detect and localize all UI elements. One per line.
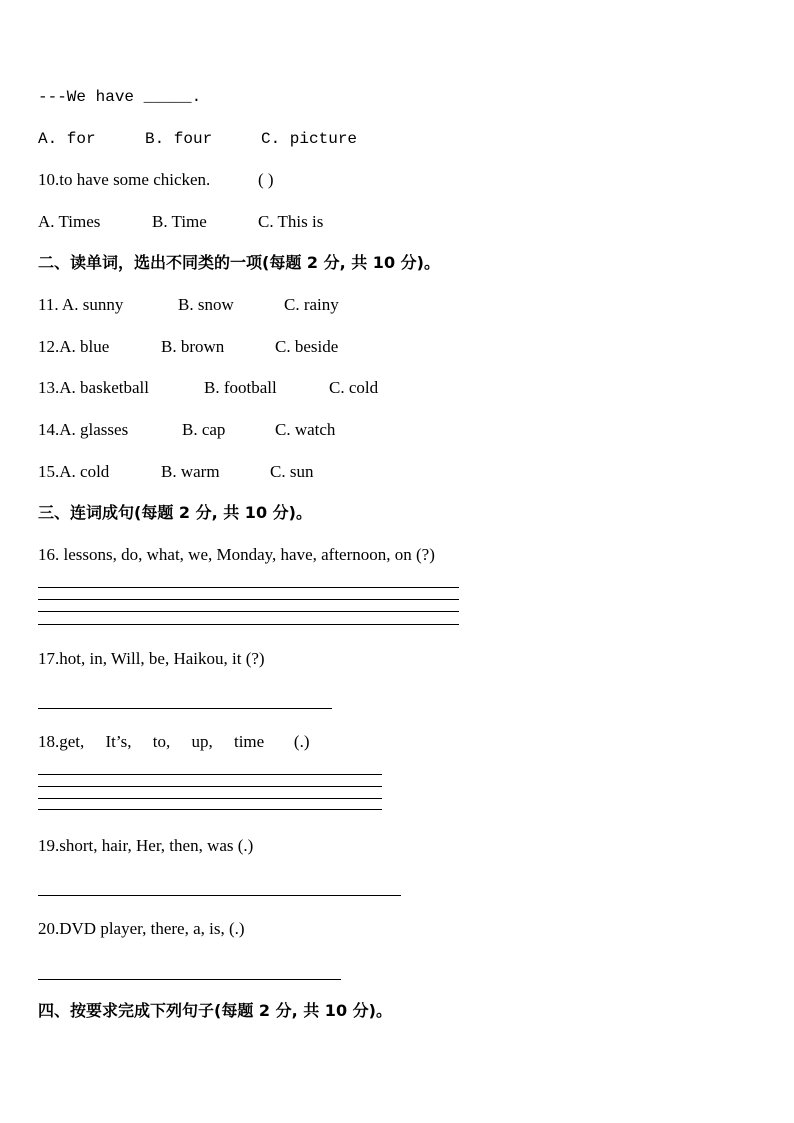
q16-prompt: 16. lessons, do, what, we, Monday, have, afternoon, on (?) — [38, 545, 435, 564]
q12-option-a: 12.A. blue — [38, 337, 110, 356]
section4-heading: 四、按要求完成下列句子(每题 2 分, 共 10 分)。 — [38, 1001, 392, 1020]
q18-answer-line — [38, 774, 382, 775]
q12-option-c: C. beside — [275, 337, 339, 356]
q10-option-c: C. This is — [258, 212, 324, 231]
q19-prompt: 19.short, hair, Her, then, was (.) — [38, 836, 254, 855]
q10-option-a: A. Times — [38, 212, 101, 231]
section3-heading: 三、连词成句(每题 2 分, 共 10 分)。 — [38, 503, 312, 522]
q9-option-a: A. for — [38, 130, 96, 148]
q14-option-a: 14.A. glasses — [38, 420, 129, 439]
q9-option-c: C. picture — [261, 130, 358, 148]
q10-option-b: B. Time — [152, 212, 207, 231]
q16-answer-line — [38, 599, 459, 600]
q18-answer-line — [38, 809, 382, 810]
q17-answer-line — [38, 708, 332, 709]
q13-option-b: B. football — [204, 378, 277, 397]
q19-answer-line — [38, 895, 401, 896]
q18-answer-line — [38, 798, 382, 799]
section2-heading: 二、读单词，选出不同类的一项(每题 2 分, 共 10 分)。 — [38, 253, 440, 272]
q17-prompt: 17.hot, in, Will, be, Haikou, it (?) — [38, 649, 265, 668]
q18-prompt: 18.get, It’s, to, up, time (.) — [38, 732, 310, 751]
q15-option-a: 15.A. cold — [38, 462, 110, 481]
q13-option-c: C. cold — [329, 378, 379, 397]
q16-answer-line — [38, 611, 459, 612]
q10-answer-paren: ( ) — [258, 170, 274, 189]
q9-prompt: ---We have _____. — [38, 88, 202, 106]
q11-option-c: C. rainy — [284, 295, 339, 314]
q20-answer-line — [38, 979, 341, 980]
q13-option-a: 13.A. basketball — [38, 378, 149, 397]
q18-answer-line — [38, 786, 382, 787]
q9-option-b: B. four — [145, 130, 213, 148]
q14-option-b: B. cap — [182, 420, 226, 439]
q15-option-c: C. sun — [270, 462, 314, 481]
q14-option-c: C. watch — [275, 420, 336, 439]
q16-answer-line — [38, 587, 459, 588]
q15-option-b: B. warm — [161, 462, 220, 481]
q12-option-b: B. brown — [161, 337, 225, 356]
q16-answer-line — [38, 624, 459, 625]
q20-prompt: 20.DVD player, there, a, is, (.) — [38, 919, 245, 938]
q11-option-b: B. snow — [178, 295, 234, 314]
q11-option-a: 11. A. sunny — [38, 295, 124, 314]
q10-prompt: 10.to have some chicken. — [38, 170, 211, 189]
